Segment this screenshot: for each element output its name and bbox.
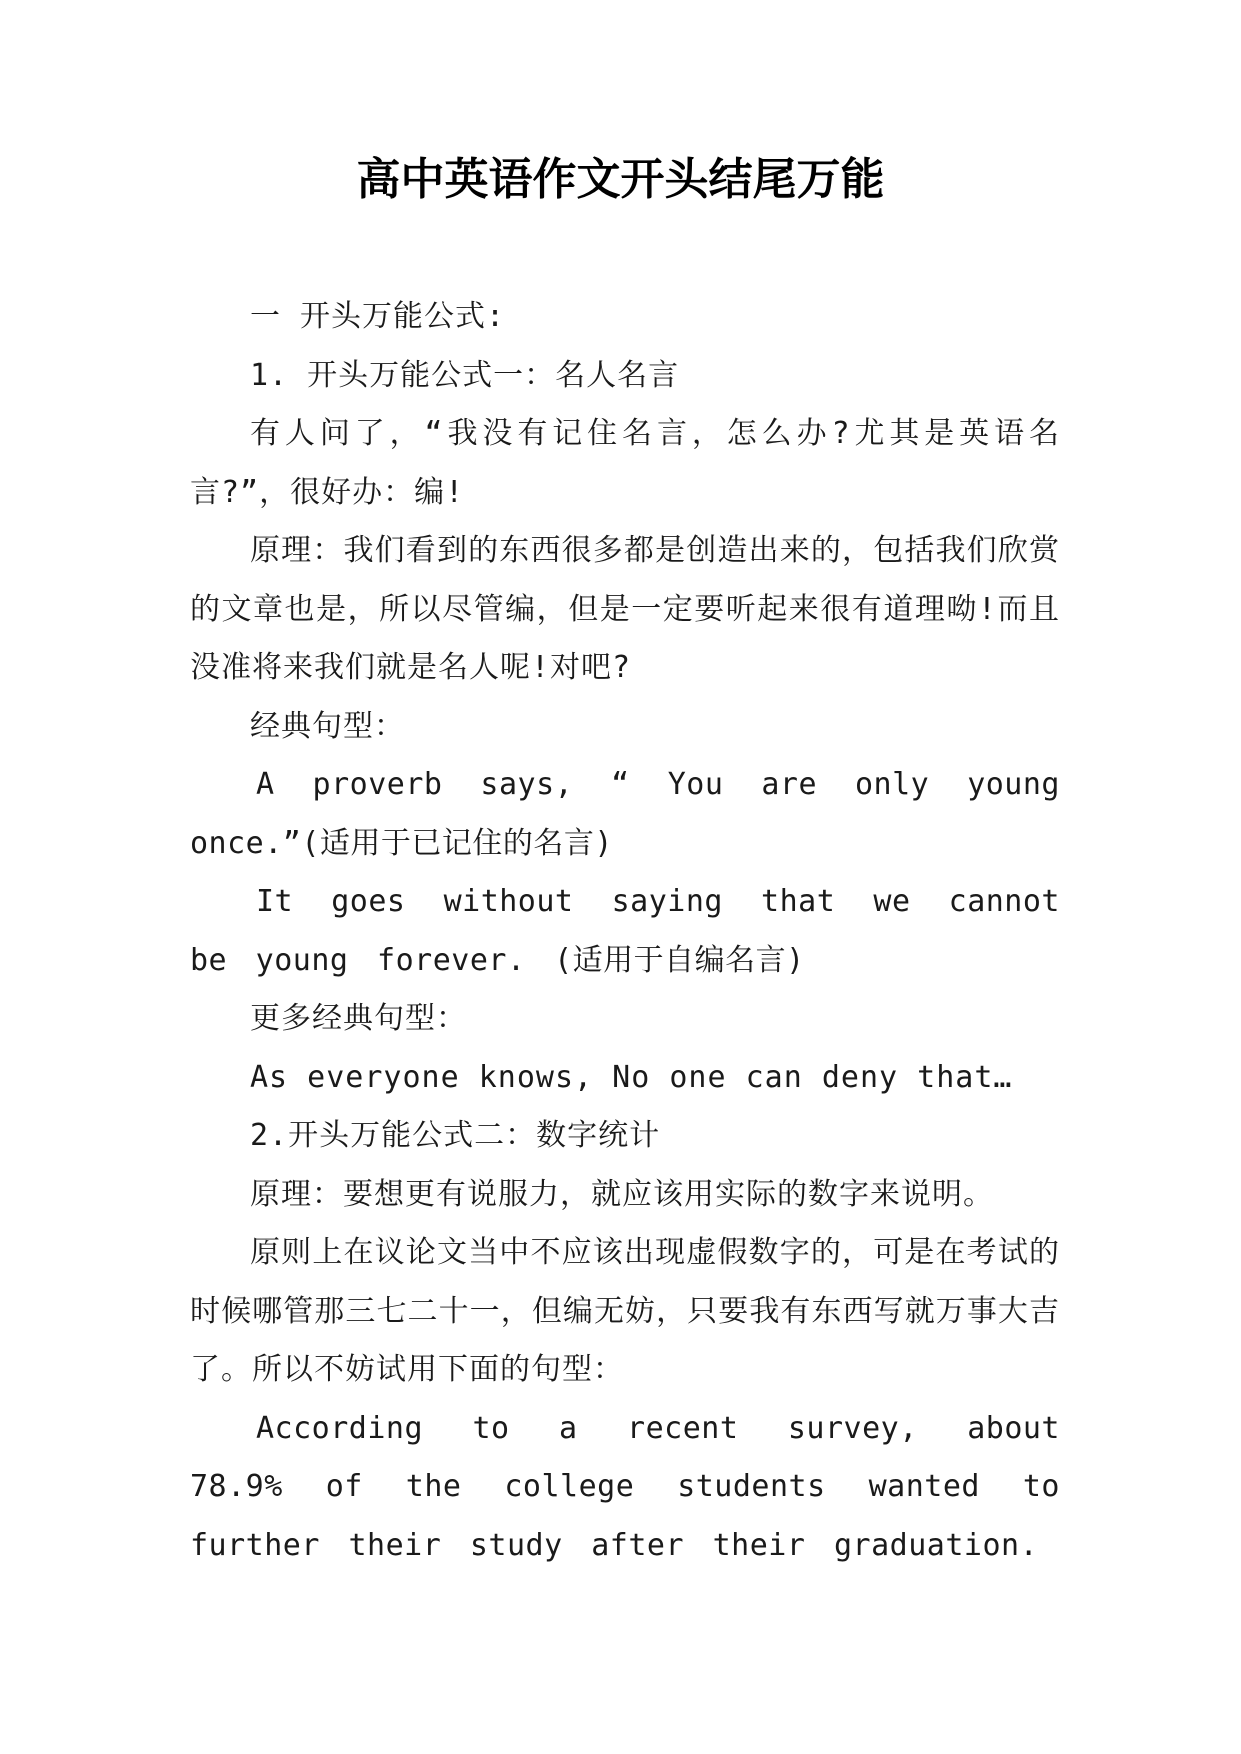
section-heading: 一 开头万能公式: (250, 299, 506, 334)
document-title: 高中英语作文开头结尾万能 (356, 154, 885, 205)
subheading: 经典句型： (250, 708, 405, 744)
formula-heading: 1. 开头万能公式一：名人名言 (250, 357, 680, 393)
example-sentence: As everyone knows, No one can deny that… (250, 1059, 1013, 1095)
example-sentence: According to a recent survey, about 78.9% of the college students wanted to further their study after their graduation. (190, 1410, 1060, 1563)
paragraph: 原则上在议论文当中不应该出现虚假数字的，可是在考试的时候哪管那三七二十一，但编无妨，只要我有东西写就万事大吉了。所以不妨试用下面的句型： (190, 1235, 1060, 1387)
paragraph: 有人问了，“我没有记住名言，怎么办?尤其是英语名言?”，很好办：编! (190, 416, 1060, 510)
document-body (190, 288, 1060, 1575)
example-sentence: A proverb says, “ You are only young once.”(适用于已记住的名言) (190, 767, 1060, 861)
paragraph: 原理：要想更有说服力，就应该用实际的数字来说明。 (250, 1176, 994, 1212)
example-sentence: It goes without saying that we cannot be young forever. (适用于自编名言) (190, 884, 1060, 978)
paragraph: 原理：我们看到的东西很多都是创造出来的，包括我们欣赏的文章也是，所以尽管编，但是一定要听起来很有道理呦!而且没准将来我们就是名人呢!对吧? (190, 533, 1060, 685)
formula-heading: 2.开头万能公式二：数字统计 (250, 1118, 661, 1153)
subheading: 更多经典句型： (250, 1001, 467, 1036)
